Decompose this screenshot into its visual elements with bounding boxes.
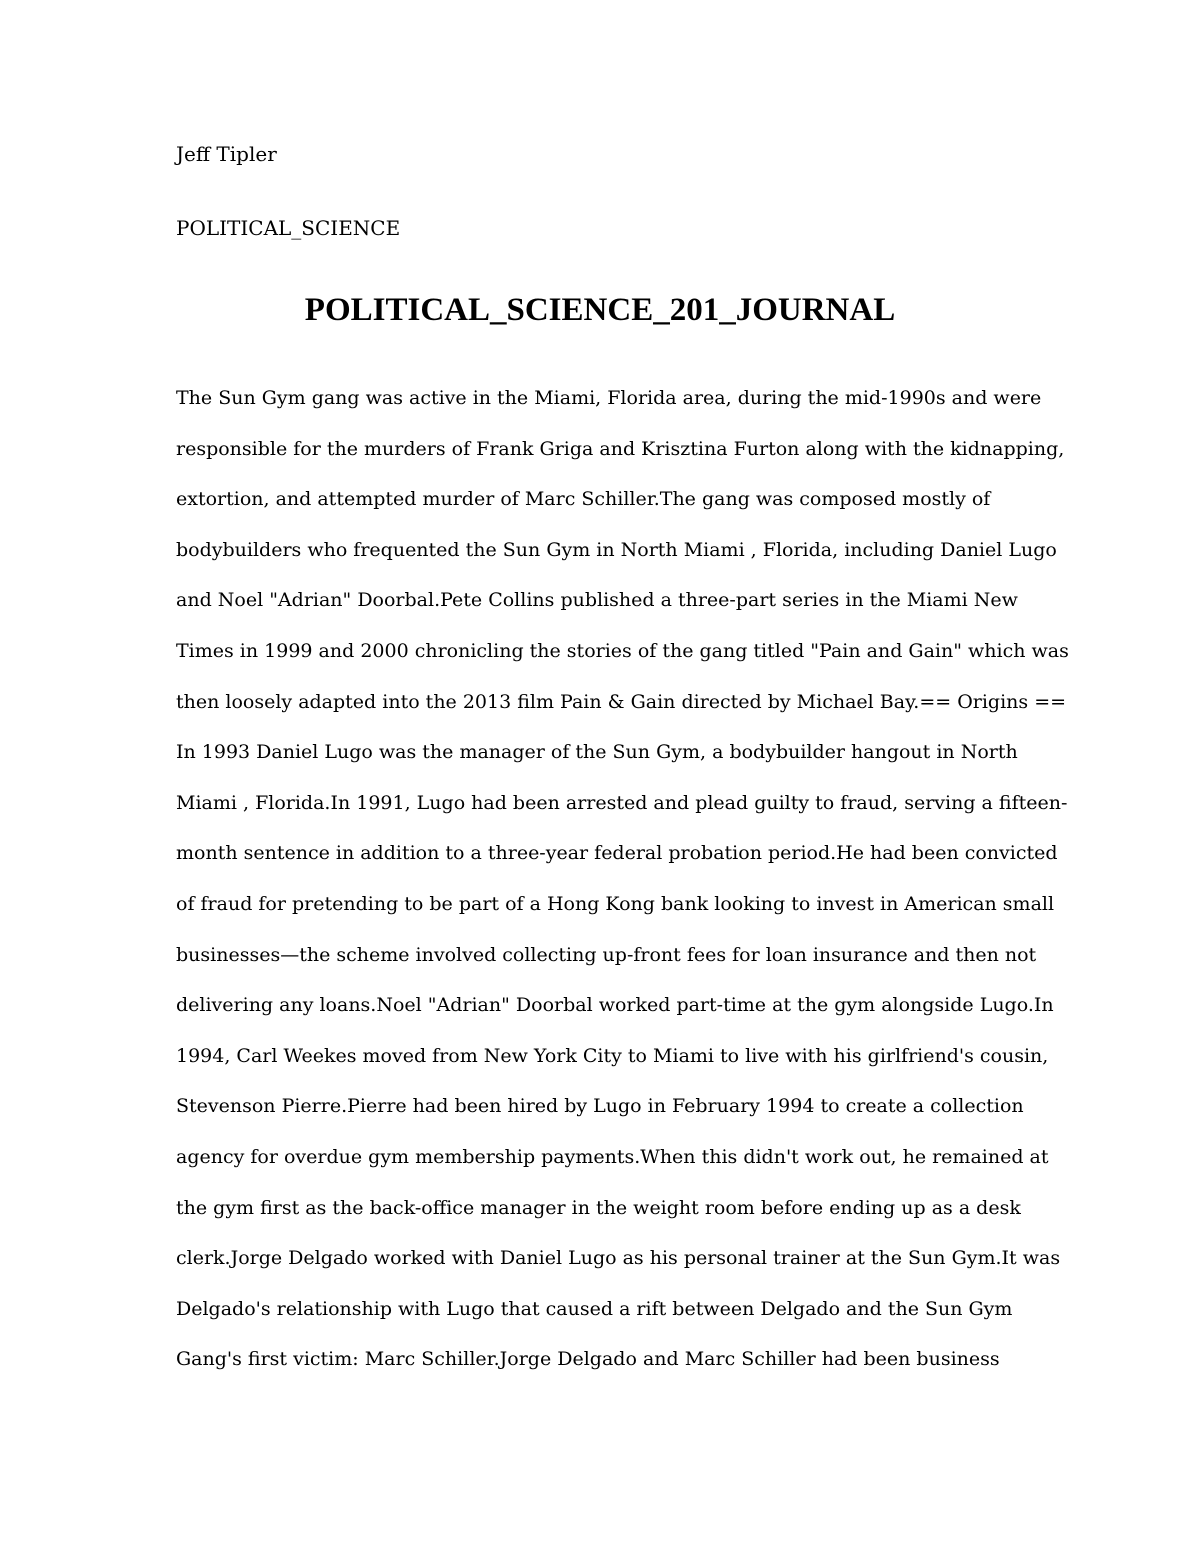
author-name: Jeff Tipler xyxy=(176,142,277,166)
body-line: and Noel "Adrian" Doorbal.Pete Collins published a three-part series in the Miami New xyxy=(176,589,1018,612)
body-line: then loosely adapted into the 2013 film Pain & Gain directed by Michael Bay.== Origins == xyxy=(176,690,1067,713)
body-line: clerk.Jorge Delgado worked with Daniel Lugo as his personal trainer at the Sun Gym.It was xyxy=(176,1247,1061,1270)
course-name: POLITICAL_SCIENCE xyxy=(176,216,401,240)
body-line: agency for overdue gym membership payments.When this didn't work out, he remained at xyxy=(176,1145,1049,1168)
body-line: In 1993 Daniel Lugo was the manager of the Sun Gym, a bodybuilder hangout in North xyxy=(176,741,1018,764)
body-text xyxy=(176,383,1069,1395)
body-line: Miami , Florida.In 1991, Lugo had been arrested and plead guilty to fraud, serving a fifteen- xyxy=(176,791,1068,814)
document-title: POLITICAL_SCIENCE_201_JOURNAL xyxy=(304,292,896,328)
body-line: Stevenson Pierre.Pierre had been hired by Lugo in February 1994 to create a collection xyxy=(176,1095,1024,1118)
body-line: month sentence in addition to a three-year federal probation period.He had been convicted xyxy=(176,842,1058,865)
body-line: 1994, Carl Weekes moved from New York City to Miami to live with his girlfriend's cousin, xyxy=(176,1044,1049,1067)
body-line: the gym first as the back-office manager in the weight room before ending up as a desk xyxy=(176,1196,1021,1219)
body-line: businesses—the scheme involved collecting up-front fees for loan insurance and then not xyxy=(176,943,1037,966)
body-line: Delgado's relationship with Lugo that caused a rift between Delgado and the Sun Gym xyxy=(176,1297,1013,1320)
body-line: of fraud for pretending to be part of a Hong Kong bank looking to invest in American small xyxy=(176,892,1055,915)
body-line: Gang's first victim: Marc Schiller.Jorge Delgado and Marc Schiller had been business xyxy=(176,1348,1000,1371)
body-line: extortion, and attempted murder of Marc Schiller.The gang was composed mostly of xyxy=(176,488,991,511)
body-line: delivering any loans.Noel "Adrian" Doorbal worked part-time at the gym alongside Lugo.In xyxy=(176,994,1054,1017)
body-line: bodybuilders who frequented the Sun Gym in North Miami , Florida, including Daniel Lugo xyxy=(176,538,1057,561)
body-line: Times in 1999 and 2000 chronicling the stories of the gang titled "Pain and Gain" which was xyxy=(176,639,1069,662)
body-line: responsible for the murders of Frank Griga and Krisztina Furton along with the kidnapping, xyxy=(176,437,1065,460)
body-line: The Sun Gym gang was active in the Miami, Florida area, during the mid-1990s and were xyxy=(176,387,1042,409)
